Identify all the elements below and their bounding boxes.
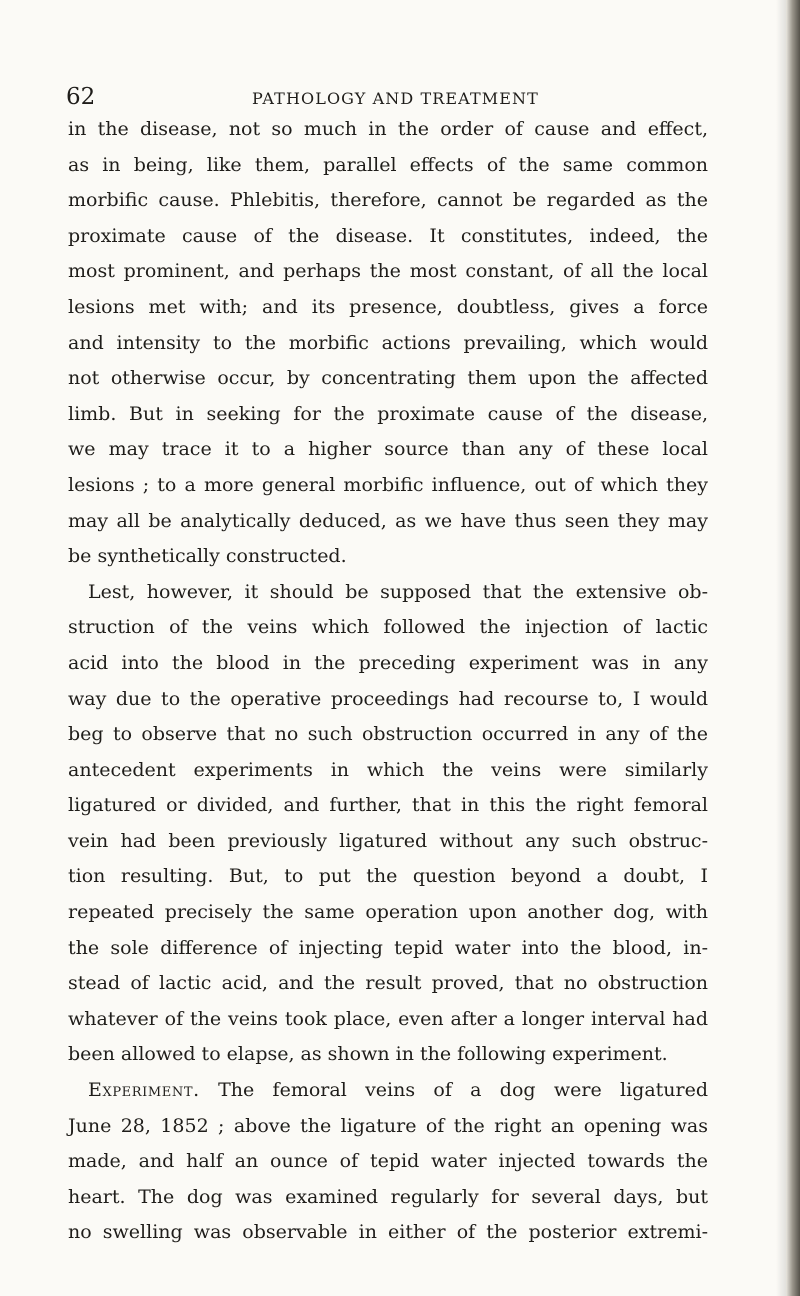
text-line: antecedent experiments in which the veins were similarly xyxy=(68,758,708,781)
text-line: lesions ; to a more general morbific influence, out of which they xyxy=(68,473,708,496)
page-number: 62 xyxy=(66,84,96,110)
text-line: no swelling was observable in either of the posterior extremi- xyxy=(68,1221,708,1244)
text-line: stead of lactic acid, and the result proved, that no obstruction xyxy=(68,972,708,995)
body-text xyxy=(68,112,708,1251)
running-title: PATHOLOGY AND TREATMENT xyxy=(252,89,539,108)
text-line: limb. But in seeking for the proximate cause of the disease, xyxy=(68,402,708,425)
text-line: beg to observe that no such obstruction occurred in any of the xyxy=(68,723,708,746)
page-header xyxy=(66,82,726,112)
text-line: in the disease, not so much in the order of cause and effect, xyxy=(68,118,708,140)
text-line: June 28, 1852 ; above the ligature of the right an opening was xyxy=(68,1114,708,1137)
text-line: lesions met with; and its presence, doubtless, gives a force xyxy=(68,295,708,318)
text-line: as in being, like them, parallel effects of the same common xyxy=(68,153,708,176)
text-line: repeated precisely the same operation upon another dog, with xyxy=(68,901,708,924)
text-line: been allowed to elapse, as shown in the following experiment. xyxy=(68,1043,668,1066)
text-line: may all be analytically deduced, as we have thus seen they may xyxy=(68,509,708,532)
text-line: tion resulting. But, to put the question beyond a doubt, I xyxy=(68,865,708,888)
text-line: be synthetically constructed. xyxy=(68,545,347,568)
text-line: morbific cause. Phlebitis, therefore, cannot be regarded as the xyxy=(68,189,708,212)
text-line: we may trace it to a higher source than any of these local xyxy=(68,438,708,461)
page-edge-shadow xyxy=(776,0,786,1296)
page-edge xyxy=(786,0,800,1296)
text-line: made, and half an ounce of tepid water injected towards the xyxy=(68,1150,708,1173)
text-line: acid into the blood in the preceding experiment was in any xyxy=(68,651,708,674)
text-line: heart. The dog was examined regularly for several days, but xyxy=(68,1185,708,1208)
text-line: way due to the operative proceedings had recourse to, I would xyxy=(68,687,708,710)
experiment-label: Experiment. xyxy=(88,1079,200,1102)
text-line: ligatured or divided, and further, that in this the right femoral xyxy=(68,794,708,817)
text-line: whatever of the veins took place, even after a longer interval had xyxy=(68,1007,708,1030)
experiment-line xyxy=(68,1073,708,1109)
text-line: most prominent, and perhaps the most constant, of all the local xyxy=(68,260,708,283)
text-line: proximate cause of the disease. It constitutes, indeed, the xyxy=(68,224,708,247)
text-line: Lest, however, it should be supposed that the extensive ob- xyxy=(88,580,708,603)
text-line: struction of the veins which followed the injection of lactic xyxy=(68,616,708,639)
text-line: the sole difference of injecting tepid water into the blood, in- xyxy=(68,936,708,959)
text-line: vein had been previously ligatured without any such obstruc- xyxy=(68,829,708,852)
text-line: and intensity to the morbific actions prevailing, which would xyxy=(68,331,708,354)
text-line: not otherwise occur, by concentrating them upon the affected xyxy=(68,367,708,390)
experiment-text: The femoral veins of a dog were ligatured xyxy=(218,1079,709,1102)
